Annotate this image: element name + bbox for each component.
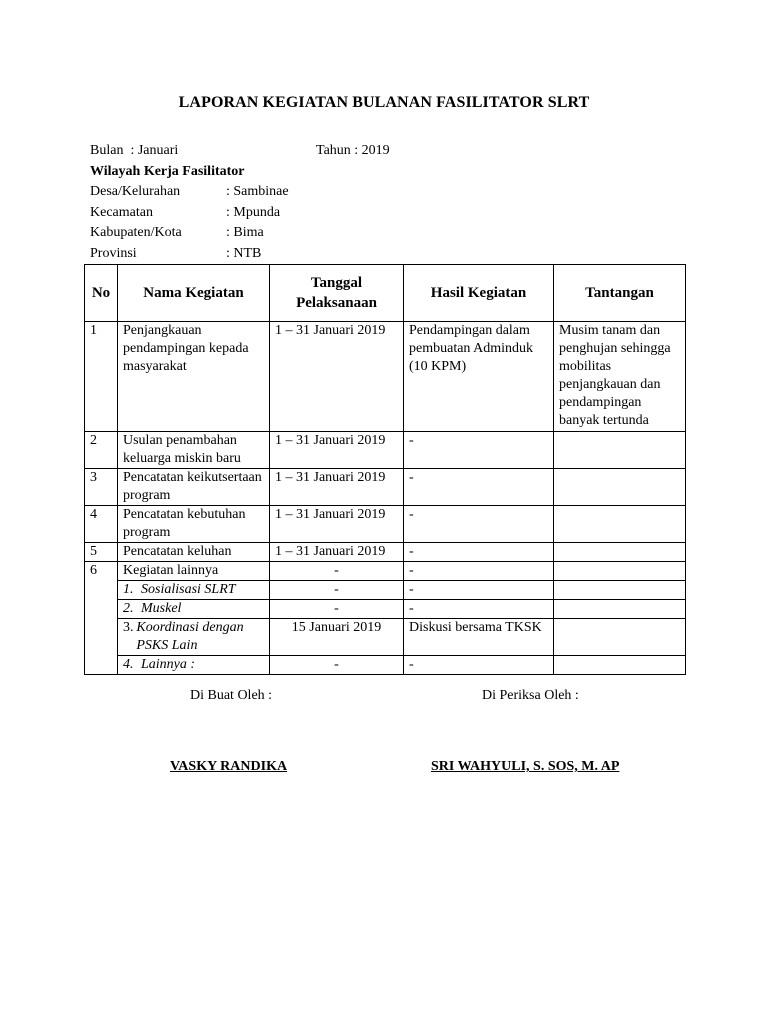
cell-tantangan — [554, 619, 686, 656]
wilayah-heading: Wilayah Kerja Fasilitator — [90, 164, 245, 179]
bulan-label: Bulan — [90, 143, 124, 158]
cell-tantangan — [554, 432, 686, 469]
cell-tantangan — [554, 562, 686, 581]
made-by-label: Di Buat Oleh : — [190, 688, 273, 703]
cell-hasil: Diskusi bersama TKSK — [404, 619, 554, 656]
subitem-number: 1. — [123, 582, 134, 597]
cell-tanggal: - — [270, 562, 404, 581]
field-value: : NTB — [226, 246, 262, 261]
bulan-value: : Januari — [130, 143, 179, 158]
cell-nama: Penjangkauan pendampingan kepada masyarakat — [118, 322, 270, 432]
cell-tanggal: - — [270, 600, 404, 619]
table-row — [85, 562, 686, 581]
cell-nama — [118, 600, 270, 619]
cell-nama: Kegiatan lainnya — [118, 562, 270, 581]
cell-tantangan — [554, 600, 686, 619]
table-row — [85, 506, 686, 543]
field-kabupaten — [90, 223, 264, 243]
table-subrow — [85, 619, 686, 656]
col-header-tantangan: Tantangan — [554, 265, 686, 322]
cell-nama — [118, 619, 270, 656]
field-kecamatan — [90, 203, 280, 223]
table-subrow — [85, 656, 686, 675]
table-row — [85, 322, 686, 432]
cell-nama — [118, 581, 270, 600]
table-row — [85, 543, 686, 562]
cell-hasil: - — [404, 656, 554, 675]
cell-tantangan — [554, 543, 686, 562]
subitem-number: 2. — [123, 601, 134, 616]
activity-table — [84, 264, 686, 675]
cell-no: 5 — [85, 543, 118, 562]
cell-hasil: - — [404, 432, 554, 469]
field-label: Desa/Kelurahan — [90, 184, 181, 199]
cell-tantangan — [554, 506, 686, 543]
checked-by-label: Di Periksa Oleh : — [482, 688, 579, 703]
field-provinsi — [90, 244, 261, 264]
cell-tanggal: 1 – 31 Januari 2019 — [270, 322, 404, 432]
cell-tanggal: 15 Januari 2019 — [270, 619, 404, 656]
cell-no: 6 — [85, 562, 118, 675]
col-header-tanggal: Tanggal Pelaksanaan — [270, 265, 404, 322]
subitem-label: Lainnya : — [141, 657, 196, 672]
col-header-nama: Nama Kegiatan — [118, 265, 270, 322]
field-label: Provinsi — [90, 246, 137, 261]
subitem-label: Muskel — [141, 601, 182, 616]
cell-tantangan — [554, 469, 686, 506]
table-subrow — [85, 600, 686, 619]
col-header-hasil: Hasil Kegiatan — [404, 265, 554, 322]
cell-hasil: - — [404, 543, 554, 562]
bulan-line — [90, 141, 178, 161]
cell-tanggal: - — [270, 656, 404, 675]
subitem-number: 3. — [123, 620, 134, 635]
cell-nama: Pencatatan keluhan — [118, 543, 270, 562]
cell-tanggal: 1 – 31 Januari 2019 — [270, 432, 404, 469]
cell-nama: Pencatatan keikutsertaan program — [118, 469, 270, 506]
cell-tanggal: 1 – 31 Januari 2019 — [270, 506, 404, 543]
field-value: : Sambinae — [226, 184, 289, 199]
cell-hasil: - — [404, 562, 554, 581]
tahun-text: Tahun : 2019 — [316, 143, 390, 158]
cell-no: 1 — [85, 322, 118, 432]
cell-hasil: - — [404, 469, 554, 506]
made-by-name: VASKY RANDIKA — [170, 759, 288, 774]
cell-tanggal: 1 – 31 Januari 2019 — [270, 543, 404, 562]
field-desa — [90, 182, 289, 202]
report-title: LAPORAN KEGIATAN BULANAN FASILITATOR SLRT — [178, 94, 590, 111]
cell-no: 3 — [85, 469, 118, 506]
cell-hasil: Pendampingan dalam pembuatan Adminduk (10 KPM) — [404, 322, 554, 432]
field-value: : Bima — [226, 225, 264, 240]
checked-by-name: SRI WAHYULI, S. SOS, M. AP — [431, 759, 620, 774]
cell-nama — [118, 656, 270, 675]
subitem-number: 4. — [123, 657, 134, 672]
field-value: : Mpunda — [226, 205, 281, 220]
cell-tanggal: - — [270, 581, 404, 600]
cell-hasil: - — [404, 600, 554, 619]
table-subrow — [85, 581, 686, 600]
cell-no: 4 — [85, 506, 118, 543]
cell-tantangan — [554, 581, 686, 600]
cell-nama: Usulan penambahan keluarga miskin baru — [118, 432, 270, 469]
field-label: Kabupaten/Kota — [90, 225, 182, 240]
cell-tantangan — [554, 656, 686, 675]
subitem-label: Koordinasi dengan PSKS Lain — [136, 620, 244, 653]
table-header-row — [85, 265, 686, 322]
subitem-label: Sosialisasi SLRT — [141, 582, 236, 597]
cell-hasil: - — [404, 506, 554, 543]
table-row — [85, 432, 686, 469]
cell-tantangan: Musim tanam dan penghujan sehingga mobilitas penjangkauan dan pendampingan banyak tertunda — [554, 322, 686, 432]
table-row — [85, 469, 686, 506]
cell-no: 2 — [85, 432, 118, 469]
field-label: Kecamatan — [90, 205, 153, 220]
col-header-no: No — [85, 265, 118, 322]
cell-tanggal: 1 – 31 Januari 2019 — [270, 469, 404, 506]
cell-hasil: - — [404, 581, 554, 600]
cell-nama: Pencatatan kebutuhan program — [118, 506, 270, 543]
